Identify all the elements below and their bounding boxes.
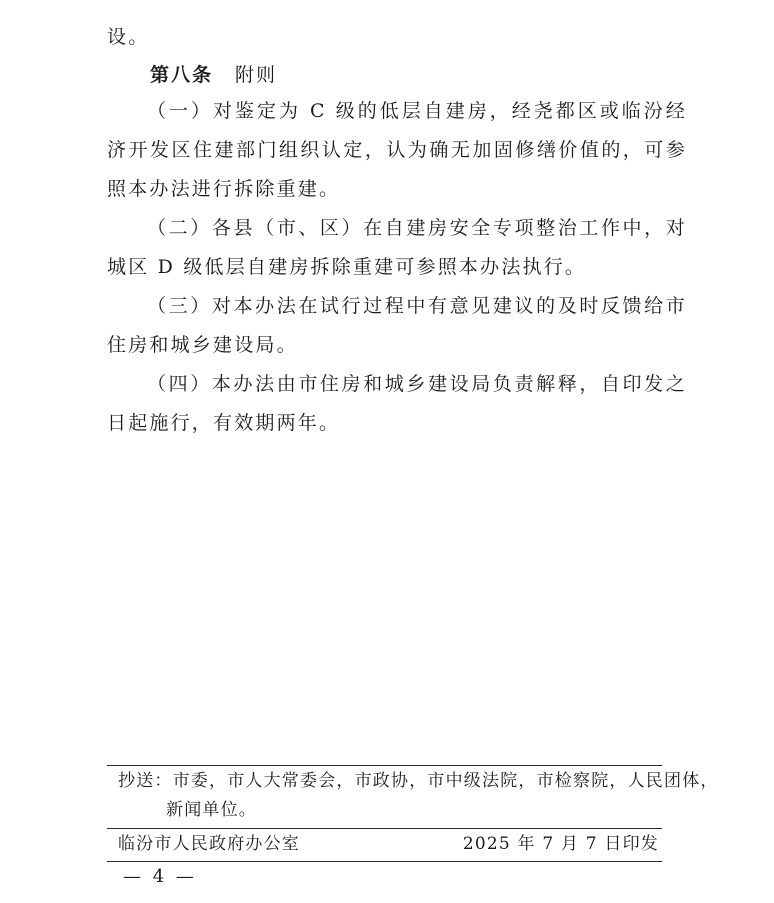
issuer: 临汾市人民政府办公室 [118, 834, 300, 854]
page-number: — 4 — [123, 866, 197, 887]
footer-rule-bottom [107, 861, 662, 862]
issue-date: 2025 年 7 月 7 日印发 [462, 834, 659, 854]
clause-2: （二）各县（市、区）在自建房安全专项整治工作中，对城区 D 级低层自建房拆除重建可参照本办法执行。 [107, 217, 687, 278]
clause-1: （一）对鉴定为 C 级的低层自建房，经尧都区或临汾经济开发区住建部门组织认定，认为确无加固修缮价值的，可参照本办法进行拆除重建。 [107, 100, 687, 200]
continued-text: 设。 [107, 26, 150, 48]
cc-line-1: 抄送：市委，市人大常委会，市政协，市中级法院，市检察院，人民团体， [118, 771, 719, 791]
article-heading-subtitle: 附则 [235, 64, 278, 86]
cc-line-2: 新闻单位。 [166, 800, 257, 820]
clause-3: （三）对本办法在试行过程中有意见建议的及时反馈给市住房和城乡建设局。 [107, 295, 687, 356]
article-heading [150, 56, 277, 95]
article-heading-title: 第八条 [150, 64, 214, 86]
clause-4: （四）本办法由市住房和城乡建设局负责解释，自印发之日起施行，有效期两年。 [107, 373, 687, 434]
